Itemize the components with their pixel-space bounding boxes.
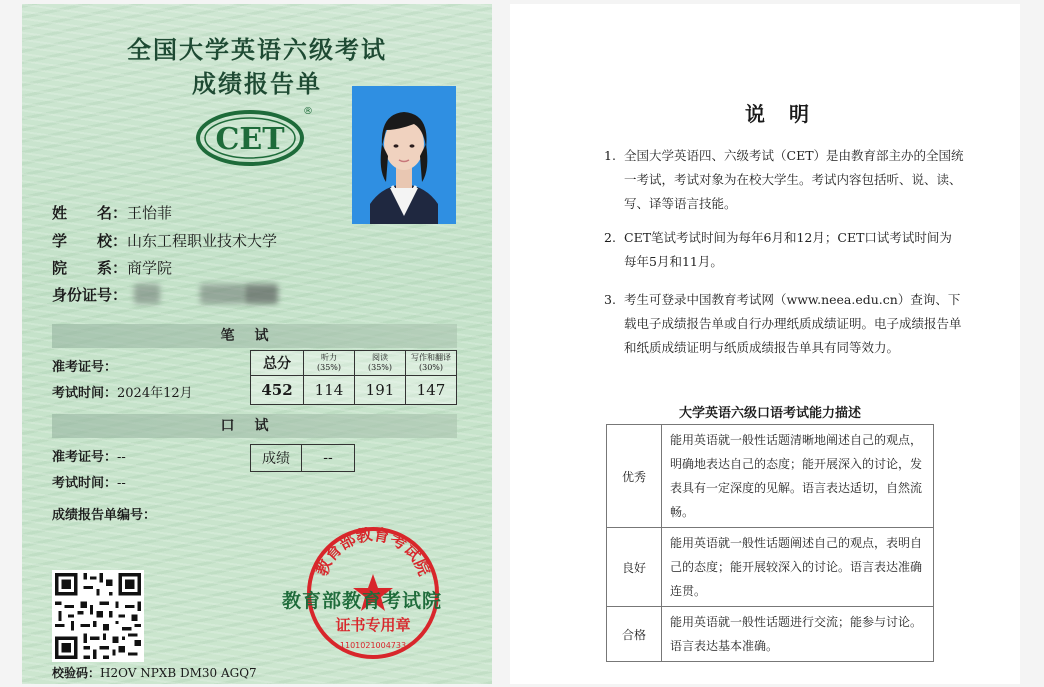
oral-ability-table-title: 大学英语六级口语考试能力描述 [678, 406, 861, 421]
qr-code[interactable] [52, 570, 144, 662]
note-item: CET笔试考试时间为每年6月和12月；CET口试考试时间为每年5月和11月。 [624, 230, 952, 269]
issuer-name: 教育部教育考试院 [282, 590, 443, 612]
candidate-photo [352, 86, 456, 224]
oral-ticket-value: -- [117, 450, 126, 465]
school-field [52, 230, 277, 251]
oral-score-box [250, 444, 355, 472]
cet-logo-text: CET [215, 122, 285, 157]
id-redaction-1 [134, 284, 160, 304]
oral-score-value: -- [302, 445, 355, 472]
verification-value: H2OV NPXB DM30 AGQ7 [100, 666, 257, 680]
id-redaction-2 [200, 284, 244, 304]
written-date-label: 考试时间： [52, 386, 118, 401]
oral-date-field [52, 472, 126, 491]
id-redaction-3 [244, 284, 278, 304]
name-value: 王怡菲 [127, 204, 173, 222]
listening-score-value: 114 [304, 376, 355, 405]
written-ticket-field [52, 356, 117, 375]
department-label: 院 系： [52, 259, 128, 277]
writing-header [406, 351, 457, 376]
svg-text:教育部教育考试院 [312, 525, 434, 579]
oral-ability-table [606, 424, 934, 662]
written-ticket-label: 准考证号： [52, 360, 118, 375]
written-date-field [52, 382, 193, 401]
verification-label: 校验码： [52, 666, 101, 680]
certificate-title: 全国大学英语六级考试 [127, 35, 387, 64]
note-number: 2. [604, 230, 616, 245]
score-report-card [22, 4, 492, 684]
note-item: 考生可登录中国教育考试网（www.neea.edu.cn）查询、下载电子成绩报告单或自行办理纸质成绩证明。电子成绩报告单和纸质成绩证明与纸质成绩报告单具有同等效力。 [624, 292, 962, 355]
table-row [607, 607, 934, 662]
notes-page [510, 4, 1020, 684]
id-number-label: 身份证号： [52, 286, 128, 304]
note-number: 3. [604, 292, 616, 307]
listening-header-label: 听力 [321, 353, 337, 362]
listening-weight: (35%) [316, 363, 342, 372]
oral-date-value: -- [117, 476, 126, 491]
written-date-value: 2024年12月 [117, 386, 193, 401]
seal-bottom-text: 证书专用章 [335, 616, 411, 634]
name-field [52, 202, 172, 223]
reading-score-value: 191 [355, 376, 406, 405]
listening-header [304, 351, 355, 376]
certificate-subtitle: 成绩报告单 [192, 69, 322, 98]
level-description: 能用英语就一般性话题进行交流；能参与讨论。语言表达基本准确。 [662, 607, 934, 662]
total-score-header: 总分 [251, 351, 304, 376]
oral-test-band: 口试 [52, 414, 457, 438]
department-field [52, 257, 172, 278]
report-number-label: 成绩报告单编号： [52, 508, 157, 523]
seal-code: 1101021004733 [339, 641, 407, 650]
seal-arc-text: 教育部教育考试院 [311, 524, 435, 579]
oral-ticket-field [52, 446, 126, 465]
note-number: 1. [604, 148, 616, 163]
school-value: 山东工程职业技术大学 [127, 232, 278, 250]
writing-weight: (30%) [418, 363, 444, 372]
table-row [607, 425, 934, 528]
level-label: 优秀 [607, 425, 662, 528]
department-value: 商学院 [127, 259, 173, 277]
total-score-value: 452 [251, 376, 304, 405]
level-description: 能用英语就一般性话题阐述自己的观点，表明自己的态度；能开展较深入的讨论。语言表达准确连贯。 [662, 528, 934, 607]
reading-weight: (35%) [367, 363, 393, 372]
reading-header-label: 阅读 [372, 353, 388, 362]
level-description: 能用英语就一般性话题清晰地阐述自己的观点，明确地表达自己的态度；能开展深入的讨论，发表具有一定深度的见解。语言表达适切，自然流畅。 [662, 425, 934, 528]
id-number-field [52, 284, 127, 305]
notes-title: 说明 [745, 102, 833, 126]
cet-logo-reg: ® [303, 106, 313, 117]
level-label: 良好 [607, 528, 662, 607]
written-test-band: 笔试 [52, 324, 457, 348]
verification-code [52, 664, 257, 681]
written-score-table [250, 350, 457, 405]
name-label: 姓 名： [52, 204, 128, 222]
table-row [607, 528, 934, 607]
writing-header-label: 写作和翻译 [411, 353, 451, 362]
cet-logo [195, 104, 313, 168]
oral-score-label: 成绩 [251, 445, 302, 472]
oral-ticket-label: 准考证号： [52, 450, 118, 465]
school-label: 学 校： [52, 232, 128, 250]
level-label: 合格 [607, 607, 662, 662]
writing-score-value: 147 [406, 376, 457, 405]
note-item: 全国大学英语四、六级考试（CET）是由教育部主办的全国统一考试，考试对象为在校大学生。考试内容包括听、说、读、写、译等语言技能。 [624, 148, 964, 211]
oral-date-label: 考试时间： [52, 476, 118, 491]
reading-header [355, 351, 406, 376]
